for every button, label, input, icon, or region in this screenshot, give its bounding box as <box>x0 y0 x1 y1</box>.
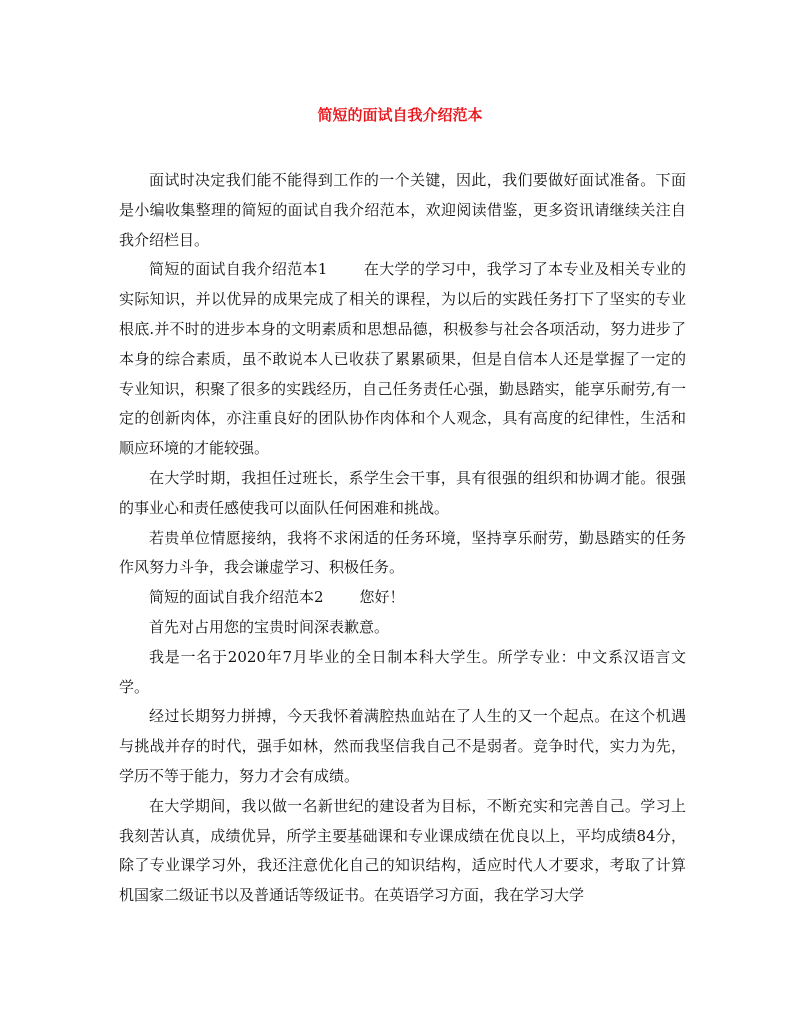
body-paragraph <box>119 524 686 584</box>
paragraph-text: 若贵单位情愿接纳，我将不求闲适的任务环境，坚持享乐耐劳，勤恳踏实的任务作风努力斗争，我会谦虚学习、积极任务。 <box>119 528 686 577</box>
paragraph-text: 在大学的学习中，我学习了本专业及相关专业的实际知识，并以优异的成果完成了相关的课程，为以后的实践任务打下了坚实的专业根底.并不时的进步本身的文明素质和思想品德，积极参与社会各项活动，努力进步了本身的综合素质，虽不敢说本人已收获了累累硕果，但是自信本人还是掌握了一定的专业知识，积聚了很多的实践经历，自己任务责任心强，勤恳踏实，能享乐耐劳,有一定的创新肉体，亦注重良好的团队协作肉体和个人观念，具有高度的纪律性，生活和顺应环境的才能较强。 <box>119 260 686 458</box>
body-paragraph <box>119 702 686 791</box>
paragraph-text: 我是一名于2020年7月毕业的全日制本科大学生。所学专业：中文系汉语言文学。 <box>119 647 686 696</box>
paragraph-text: 面试时决定我们能不能得到工作的一个关键，因此，我们要做好面试准备。下面是小编收集整理的简短的面试自我介绍范本，欢迎阅读借鉴，更多资讯请继续关注自我介绍栏目。 <box>119 171 686 249</box>
paragraph-text: 您好！ <box>359 588 405 607</box>
body-paragraph <box>119 643 686 703</box>
body-paragraph <box>119 792 686 911</box>
intro-paragraph <box>119 166 686 255</box>
sample-heading: 简短的面试自我介绍范本2 <box>149 588 324 607</box>
body-paragraph <box>119 613 686 643</box>
paragraph-text: 在大学时期，我担任过班长，系学生会干事，具有很强的组织和协调才能。很强的事业心和责任感使我可以面队任何困难和挑战。 <box>119 468 686 517</box>
document-title: 简短的面试自我介绍范本 <box>317 106 483 124</box>
sample-2-paragraph <box>119 583 686 613</box>
sample-heading: 简短的面试自我介绍范本1 <box>149 260 328 279</box>
paragraph-text: 经过长期努力拼搏，今天我怀着满腔热血站在了人生的又一个起点。在这个机遇与挑战并存的时代，强手如林，然而我坚信我自己不是弱者。竞争时代，实力为先，学历不等于能力，努力才会有成绩。 <box>119 707 686 785</box>
sample-1-paragraph <box>119 255 686 464</box>
body-paragraph <box>119 464 686 524</box>
paragraph-text: 首先对占用您的宝贵时间深表歉意。 <box>149 617 390 636</box>
document-body <box>119 166 686 911</box>
paragraph-text: 在大学期间，我以做一名新世纪的建设者为目标，不断充实和完善自己。学习上我刻苦认真，成绩优异，所学主要基础课和专业课成绩在优良以上，平均成绩84分，除了专业课学习外，我还注意优化自己的知识结构，适应时代人才要求，考取了计算机国家二级证书以及普通话等级证书。在英语学习方面，我在学习大学 <box>119 796 686 905</box>
